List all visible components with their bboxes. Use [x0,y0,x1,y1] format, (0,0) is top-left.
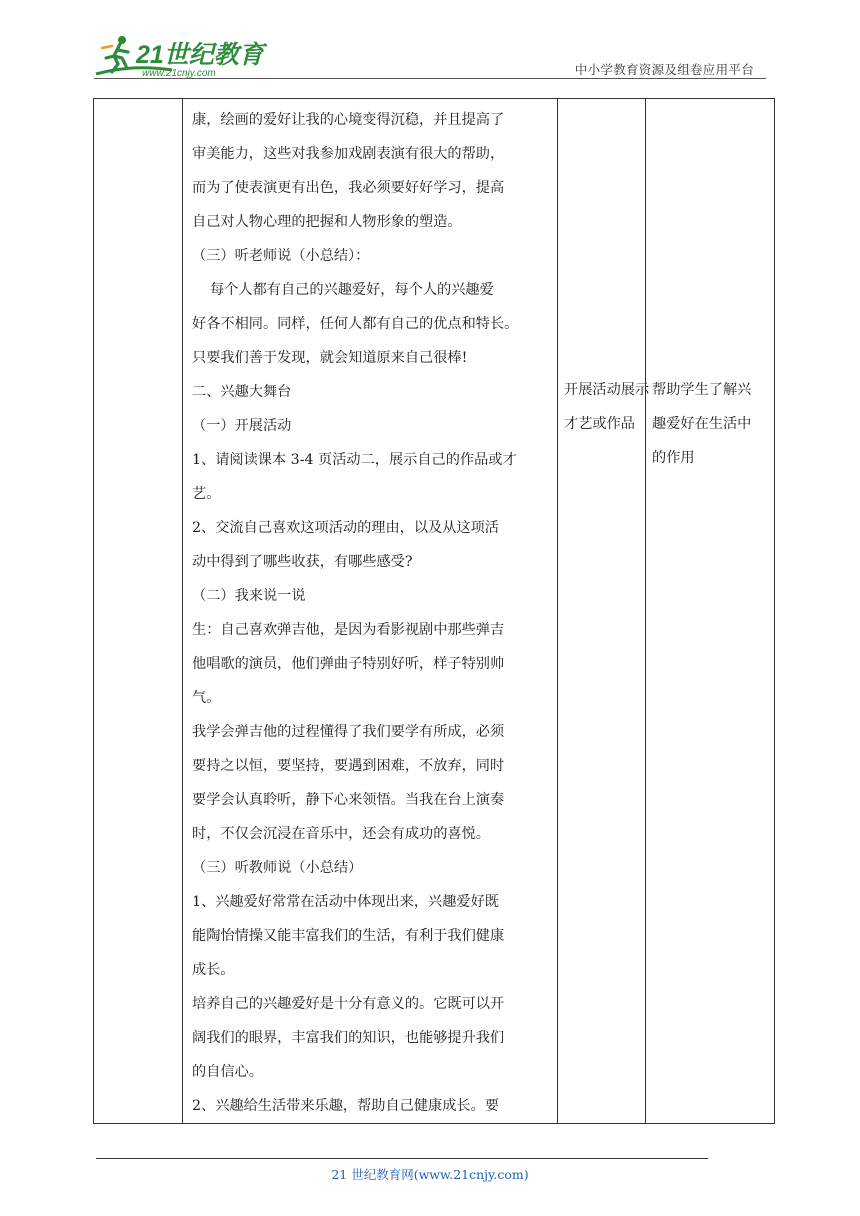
table-row [94,99,775,1124]
content-line: 我学会弹吉他的过程懂得了我们要学有所成，必须 [192,724,505,740]
content-line: 能陶怡情操又能丰富我们的生活，有利于我们健康 [192,928,505,944]
header-divider [94,78,766,79]
content-line: 要持之以恒，要坚持，要遇到困难，不放弃，同时 [192,758,505,774]
content-line: 生：自己喜欢弹吉他，是因为看影视剧中那些弹吉 [192,622,505,638]
content-line: 培养自己的兴趣爱好是十分有意义的。它既可以开 [192,996,505,1012]
content-line: 审美能力，这些对我参加戏剧表演有很大的帮助， [192,146,505,162]
content-heading: 二、兴趣大舞台 [192,384,292,400]
teaching-content-cell [183,99,558,1124]
student-activity-line: 才艺或作品 [564,416,635,432]
platform-name: 中小学教育资源及组卷应用平台 [574,62,754,77]
content-heading: （三）听老师说（小总结）： [192,248,370,264]
svg-text:www.21cnjy.com: www.21cnjy.com [142,68,216,79]
footer-text[interactable]: 21 世纪教育网(www.21cnjy.com) [331,1167,529,1182]
content-line: 康，绘画的爱好让我的心境变得沉稳，并且提高了 [192,112,505,128]
design-intent-line: 的作用 [652,450,695,466]
site-logo [92,34,272,80]
footer-divider [96,1158,708,1159]
content-line: 自己对人物心理的把握和人物形象的塑造。 [192,214,462,230]
content-line: 1、请阅读课本 3-4 页活动二，展示自己的作品或才 [192,452,517,468]
content-line: 每个人都有自己的兴趣爱好，每个人的兴趣爱 [210,282,494,298]
runner-logo-icon [92,34,272,80]
content-line: 艺。 [192,486,221,502]
content-line: 时，不仅会沉浸在音乐中，还会有成功的喜悦。 [192,826,490,842]
content-line: 只要我们善于发现，就会知道原来自己很棒! [192,350,468,366]
content-heading: （二）我来说一说 [192,588,306,604]
stage-cell [94,99,183,1124]
content-line: 要学会认真聆听，静下心来领悟。当我在台上演奏 [192,792,505,808]
svg-text:21世纪教育: 21世纪教育 [136,41,264,69]
content-line: 的自信心。 [192,1064,263,1080]
content-line: 成长。 [192,962,235,978]
content-line: 2、兴趣给生活带来乐趣，帮助自己健康成长。要 [192,1098,499,1114]
content-line: 阔我们的眼界，丰富我们的知识，也能够提升我们 [192,1030,505,1046]
content-line: 2、交流自己喜欢这项活动的理由，以及从这项活 [192,520,499,536]
lesson-plan-table [93,98,775,1124]
content-line: 好各不相同。同样，任何人都有自己的优点和特长。 [192,316,519,332]
page-header [0,0,860,90]
design-intent-cell [646,99,775,1124]
design-intent-line: 趣爱好在生活中 [652,416,752,432]
content-line: 气。 [192,690,221,706]
student-activity-text [558,99,650,441]
content-line: 动中得到了哪些收获，有哪些感受? [192,554,413,570]
content-heading: （一）开展活动 [192,418,292,434]
design-intent-line: 帮助学生了解兴 [652,382,752,398]
student-activity-line: 开展活动展示 [564,382,650,398]
content-line: 而为了使表演更有出色，我必须要好好学习，提高 [192,180,505,196]
content-heading: （三）听教师说（小总结） [192,860,363,876]
student-activity-cell [558,99,650,1124]
design-intent-text [646,99,774,475]
content-line: 他唱歌的演员，他们弹曲子特别好听，样子特别帅 [192,656,505,672]
content-line: 1、兴趣爱好常常在活动中体现出来，兴趣爱好既 [192,894,499,910]
